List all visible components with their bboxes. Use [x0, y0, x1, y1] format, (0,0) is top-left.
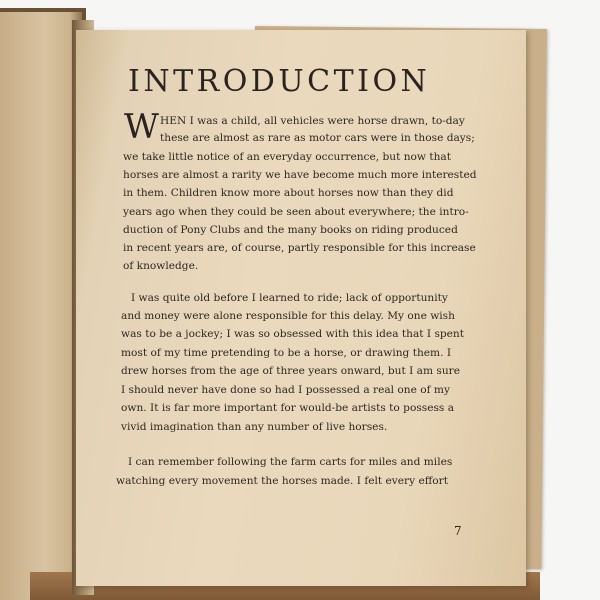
- drop-cap: W: [124, 107, 159, 147]
- text-line: I was quite old before I learned to ride; lack of opportunity: [131, 292, 448, 304]
- page-number: 7: [454, 524, 462, 538]
- text-line: in recent years are, of course, partly responsible for this increase: [123, 242, 476, 254]
- text-line: in them. Children know more about horses now than they did: [123, 187, 454, 199]
- text-line: horses are almost a rarity we have become much more interested: [123, 169, 477, 181]
- text-line: I can remember following the farm carts for miles and miles: [128, 456, 453, 468]
- chapter-heading: INTRODUCTION: [128, 64, 431, 99]
- text-line: I should never have done so had I possessed a real one of my: [121, 384, 450, 396]
- text-line: most of my time pretending to be a horse, or drawing them. I: [121, 347, 452, 359]
- text-line: vivid imagination than any number of live horses.: [121, 421, 388, 433]
- text-line: of knowledge.: [123, 260, 199, 272]
- text-line: own. It is far more important for would-be artists to possess a: [121, 402, 455, 414]
- text-line: drew horses from the age of three years onward, but I am sure: [121, 365, 460, 377]
- text-line: and money were alone responsible for this delay. My one wish: [121, 310, 455, 322]
- text-line: we take little notice of an everyday occurrence, but now that: [123, 151, 452, 163]
- text-line: these are almost as rare as motor cars were in those days;: [160, 132, 475, 144]
- left-page: [0, 12, 82, 600]
- text-line: years ago when they could be seen about everywhere; the intro-: [123, 206, 469, 218]
- text-line: was to be a jockey; I was so obsessed with this idea that I spent: [121, 328, 465, 340]
- text-line: watching every movement the horses made. I felt every effort: [116, 475, 448, 487]
- text-line: duction of Pony Clubs and the many books on riding produced: [123, 224, 458, 236]
- text-line: HEN I was a child, all vehicles were horse drawn, to-day: [160, 115, 465, 127]
